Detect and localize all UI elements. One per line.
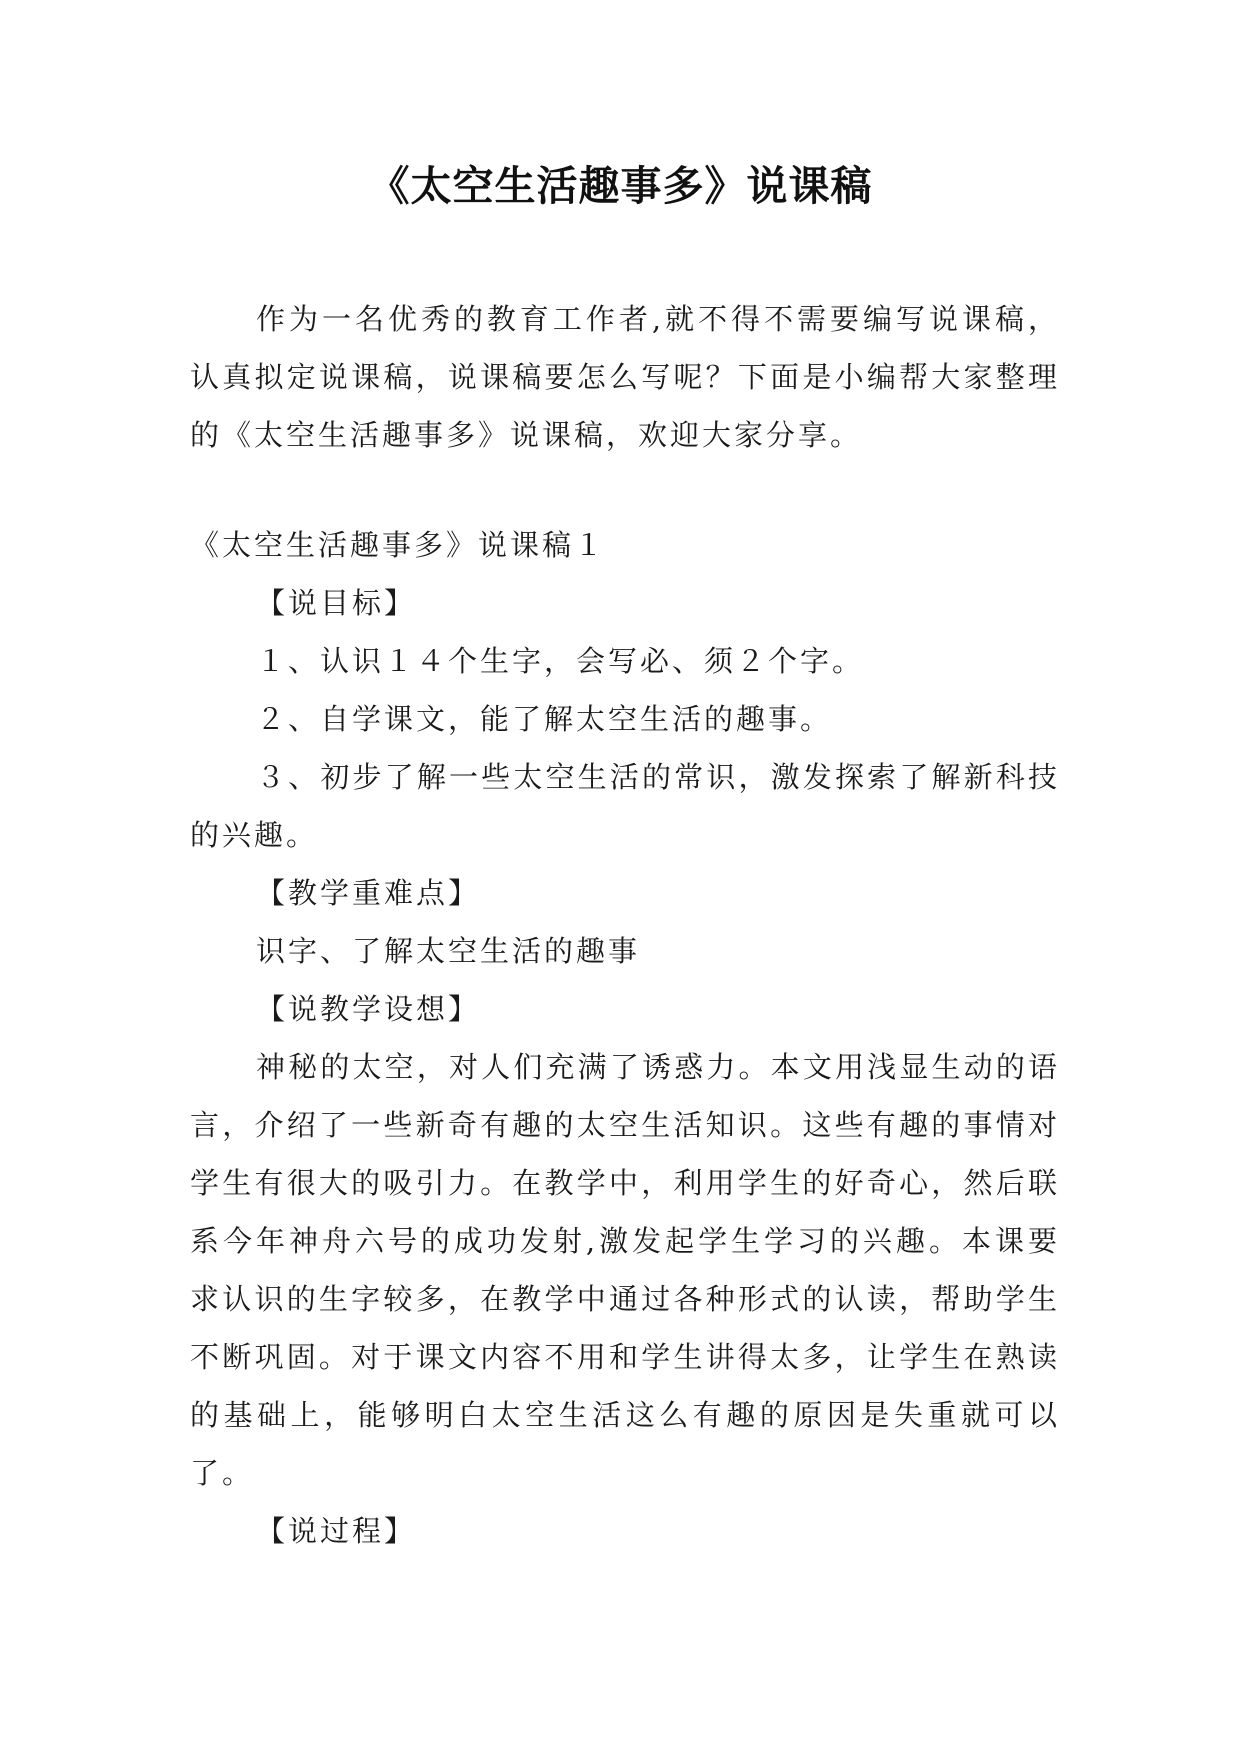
key-points-heading: 【教学重难点】 <box>256 876 481 910</box>
document-title: 《太空生活趣事多》说课稿 <box>368 162 873 210</box>
goal-item-1: １、认识１４个生字，会写必、须２个字。 <box>256 644 865 678</box>
goal-item-3: ３、初步了解一些太空生活的常识，激发探索了解新科技的兴趣。 <box>190 760 1060 852</box>
key-points-text: 识字、了解太空生活的趣事 <box>256 934 641 968</box>
goals-heading: 【说目标】 <box>256 586 417 620</box>
section-title: 《太空生活趣事多》说课稿１ <box>190 528 607 562</box>
process-heading: 【说过程】 <box>256 1514 417 1548</box>
teaching-idea-paragraph: 神秘的太空，对人们充满了诱惑力。本文用浅显生动的语言，介绍了一些新奇有趣的太空生活知识。这些有趣的事情对学生有很大的吸引力。在教学中，利用学生的好奇心，然后联系今年神舟六号的成功发射,激发起学生学习的兴趣。本课要求认识的生字较多，在教学中通过各种形式的认读，帮助学生不断巩固。对于课文内容不用和学生讲得太多，让学生在熟读的基础上，能够明白太空生活这么有趣的原因是失重就可以了。 <box>190 1050 1060 1490</box>
intro-paragraph: 作为一名优秀的教育工作者,就不得不需要编写说课稿，认真拟定说课稿，说课稿要怎么写呢？下面是小编帮大家整理的《太空生活趣事多》说课稿，欢迎大家分享。 <box>190 302 1060 452</box>
document-body <box>190 290 1060 1560</box>
goal-item-2: ２、自学课文，能了解太空生活的趣事。 <box>256 702 833 736</box>
teaching-idea-heading: 【说教学设想】 <box>256 992 481 1026</box>
